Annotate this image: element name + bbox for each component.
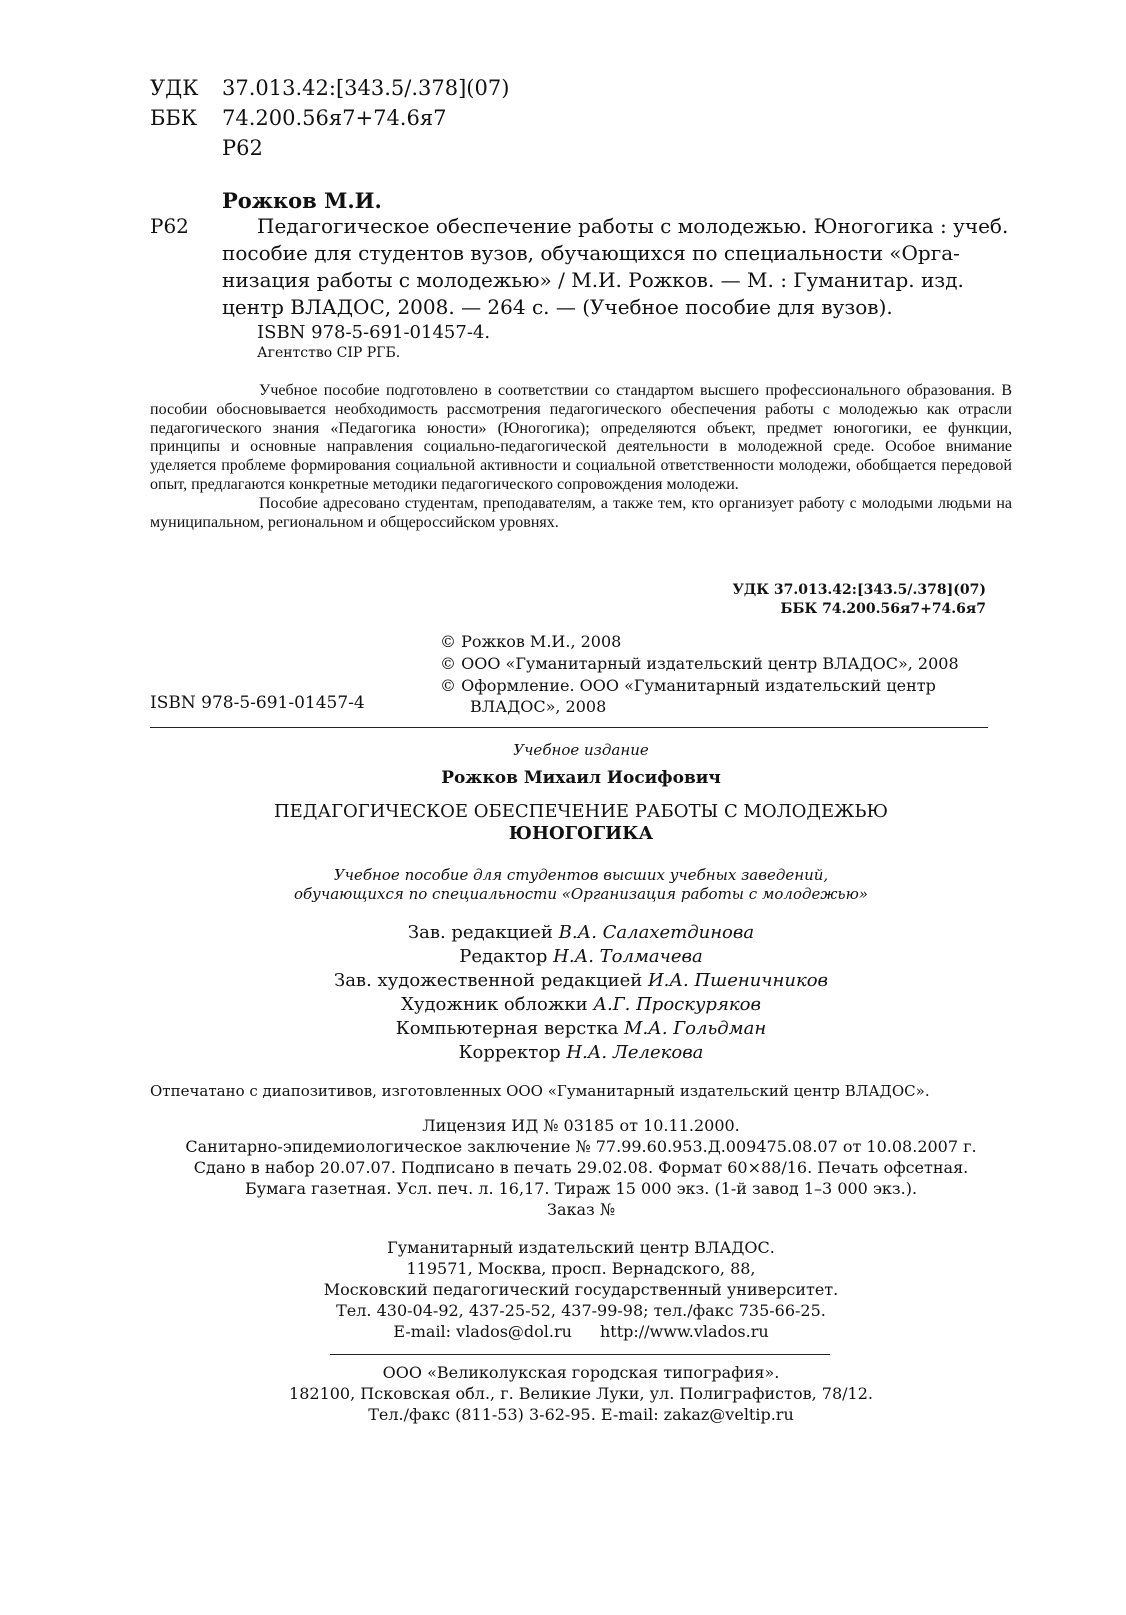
credit-role: Художник обложки xyxy=(401,994,594,1015)
bbk-code: 74.200.56я7+74.6я7 xyxy=(222,106,447,130)
description-line-3: низация работы с молодежью» / М.И. Рожков. — М. : Гуманитар. изд. xyxy=(222,268,964,292)
annotation xyxy=(150,382,1012,532)
book-subtitle: ЮНОГОГИКА xyxy=(508,823,654,844)
book-title: ПЕДАГОГИЧЕСКОЕ ОБЕСПЕЧЕНИЕ РАБОТЫ С МОЛОДЕЖЬЮ xyxy=(273,801,889,822)
publisher-email: E-mail: vlados@dol.ru xyxy=(393,1322,572,1341)
bbk-label: ББК xyxy=(150,106,198,130)
catalog-isbn: ISBN 978-5-691-01457-4. xyxy=(257,322,491,343)
credit-role: Редактор xyxy=(459,946,554,967)
copyright-line-1: © Рожков М.И., 2008 xyxy=(440,632,622,651)
catalog-sign: Р62 xyxy=(150,214,189,238)
annotation-paragraph-2: Пособие адресовано студентам, преподавателям, а также тем, кто организует работу с молодыми людьми на муниципальном, региональном и общероссийском уровнях. xyxy=(150,494,1012,531)
isbn: ISBN 978-5-691-01457-4 xyxy=(150,693,365,713)
printer-contacts: Тел./факс (811-53) 3-62-95. E-mail: zakaz@veltip.ru xyxy=(368,1405,794,1424)
description-line-1: Педагогическое обеспечение работы с молодежью. Юногогика : учеб. xyxy=(257,214,1009,238)
license: Лицензия ИД № 03185 от 10.11.2000. xyxy=(422,1116,740,1135)
publisher-name: Гуманитарный издательский центр ВЛАДОС. xyxy=(387,1238,775,1257)
printer-name: ООО «Великолукская городская типография». xyxy=(382,1363,780,1382)
udk-code: 37.013.42:[343.5/.378](07) xyxy=(222,76,510,100)
description-line-4: центр ВЛАДОС, 2008. — 264 с. — (Учебное пособие для вузов). xyxy=(222,295,893,319)
credit-role: Компьютерная верстка xyxy=(395,1018,625,1039)
credit-line xyxy=(150,922,1012,943)
credit-name: И.А. Пшеничников xyxy=(647,970,829,991)
paper-info: Бумага газетная. Усл. печ. л. 16,17. Тираж 15 000 экз. (1-й завод 1–3 000 экз.). xyxy=(244,1179,918,1198)
credit-name: А.Г. Проскуряков xyxy=(593,994,761,1015)
divider-top xyxy=(150,727,988,728)
sanitary-conclusion: Санитарно-эпидемиологическое заключение № 77.99.60.953.Д.009475.08.07 от 10.08.2007 г. xyxy=(185,1137,977,1156)
credit-line xyxy=(150,1042,1012,1063)
udk-label: УДК xyxy=(150,76,199,100)
publisher-university: Московский педагогический государственный университет. xyxy=(323,1280,839,1299)
order-number: Заказ № xyxy=(547,1200,615,1219)
credit-name: В.А. Салахетдинова xyxy=(558,922,755,943)
credit-line xyxy=(150,970,1012,991)
annotation-paragraph-1: Учебное пособие подготовлено в соответствии со стандартом высшего профессионального образования. В пособии обосновывается необходимость рассмотрения педагогического обеспечения работы с молодежью как отрасли педагогического знания «Педагогика юности» (Юногогика); определяются объект, предмет юногогики, ее функции, принципы и основные направления социально-педагогической деятельности в молодежной среде. Особое внимание уделяется проблеме формирования социальной активности и социальной ответственности молодежи, обобщается передовой опыт, предлагаются конкретные методики педагогического сопровождения молодежи. xyxy=(150,382,1012,493)
copyright-line-2: © ООО «Гуманитарный издательский центр ВЛАДОС», 2008 xyxy=(440,654,959,673)
copyright-line-3: © Оформление. ООО «Гуманитарный издательский центр xyxy=(440,676,936,695)
copyright-line-4: ВЛАДОС», 2008 xyxy=(470,697,607,716)
credit-role: Зав. редакцией xyxy=(407,922,559,943)
author-heading: Рожков М.И. xyxy=(222,188,382,213)
typeset-info: Сдано в набор 20.07.07. Подписано в печать 29.02.08. Формат 60×88/16. Печать офсетная. xyxy=(193,1158,969,1177)
credit-role: Зав. художественной редакцией xyxy=(333,970,648,991)
description-line-2: пособие для студентов вузов, обучающихся по специальности «Орга- xyxy=(222,241,960,265)
purpose-line-2: обучающихся по специальности «Организация работы с молодежью» xyxy=(294,885,868,903)
credit-name: М.А. Гольдман xyxy=(624,1018,767,1039)
credit-line xyxy=(150,994,1012,1015)
purpose-line-1: Учебное пособие для студентов высших учебных заведений, xyxy=(333,866,829,884)
publisher-contacts xyxy=(150,1322,1012,1341)
bbk-bottom: ББК 74.200.56я7+74.6я7 xyxy=(780,601,986,617)
publisher-website: http://www.vlados.ru xyxy=(599,1322,769,1341)
publisher-address: 119571, Москва, просп. Вернадского, 88, xyxy=(406,1259,756,1278)
printer-address: 182100, Псковская обл., г. Великие Луки, ул. Полиграфистов, 78/12. xyxy=(289,1384,873,1403)
credit-line xyxy=(150,946,1012,967)
edition-type: Учебное издание xyxy=(513,741,649,759)
printed-from: Отпечатано с диапозитивов, изготовленных ООО «Гуманитарный издательский центр ВЛАДОС». xyxy=(150,1082,930,1100)
credit-name: Н.А. Лелекова xyxy=(566,1042,704,1063)
author-full-name: Рожков Михаил Иосифович xyxy=(441,768,721,788)
divider-bottom xyxy=(330,1354,830,1355)
publisher-phones: Тел. 430-04-92, 437-25-52, 437-99-98; тел./факс 735-66-25. xyxy=(336,1301,826,1320)
credit-line xyxy=(150,1018,1012,1039)
credit-role: Корректор xyxy=(458,1042,567,1063)
author-sign: Р62 xyxy=(222,136,263,160)
credit-name: Н.А. Толмачева xyxy=(553,946,703,967)
udk-bottom: УДК 37.013.42:[343.5/.378](07) xyxy=(732,582,986,598)
cip-agency: Агентство CIP РГБ. xyxy=(257,345,401,361)
